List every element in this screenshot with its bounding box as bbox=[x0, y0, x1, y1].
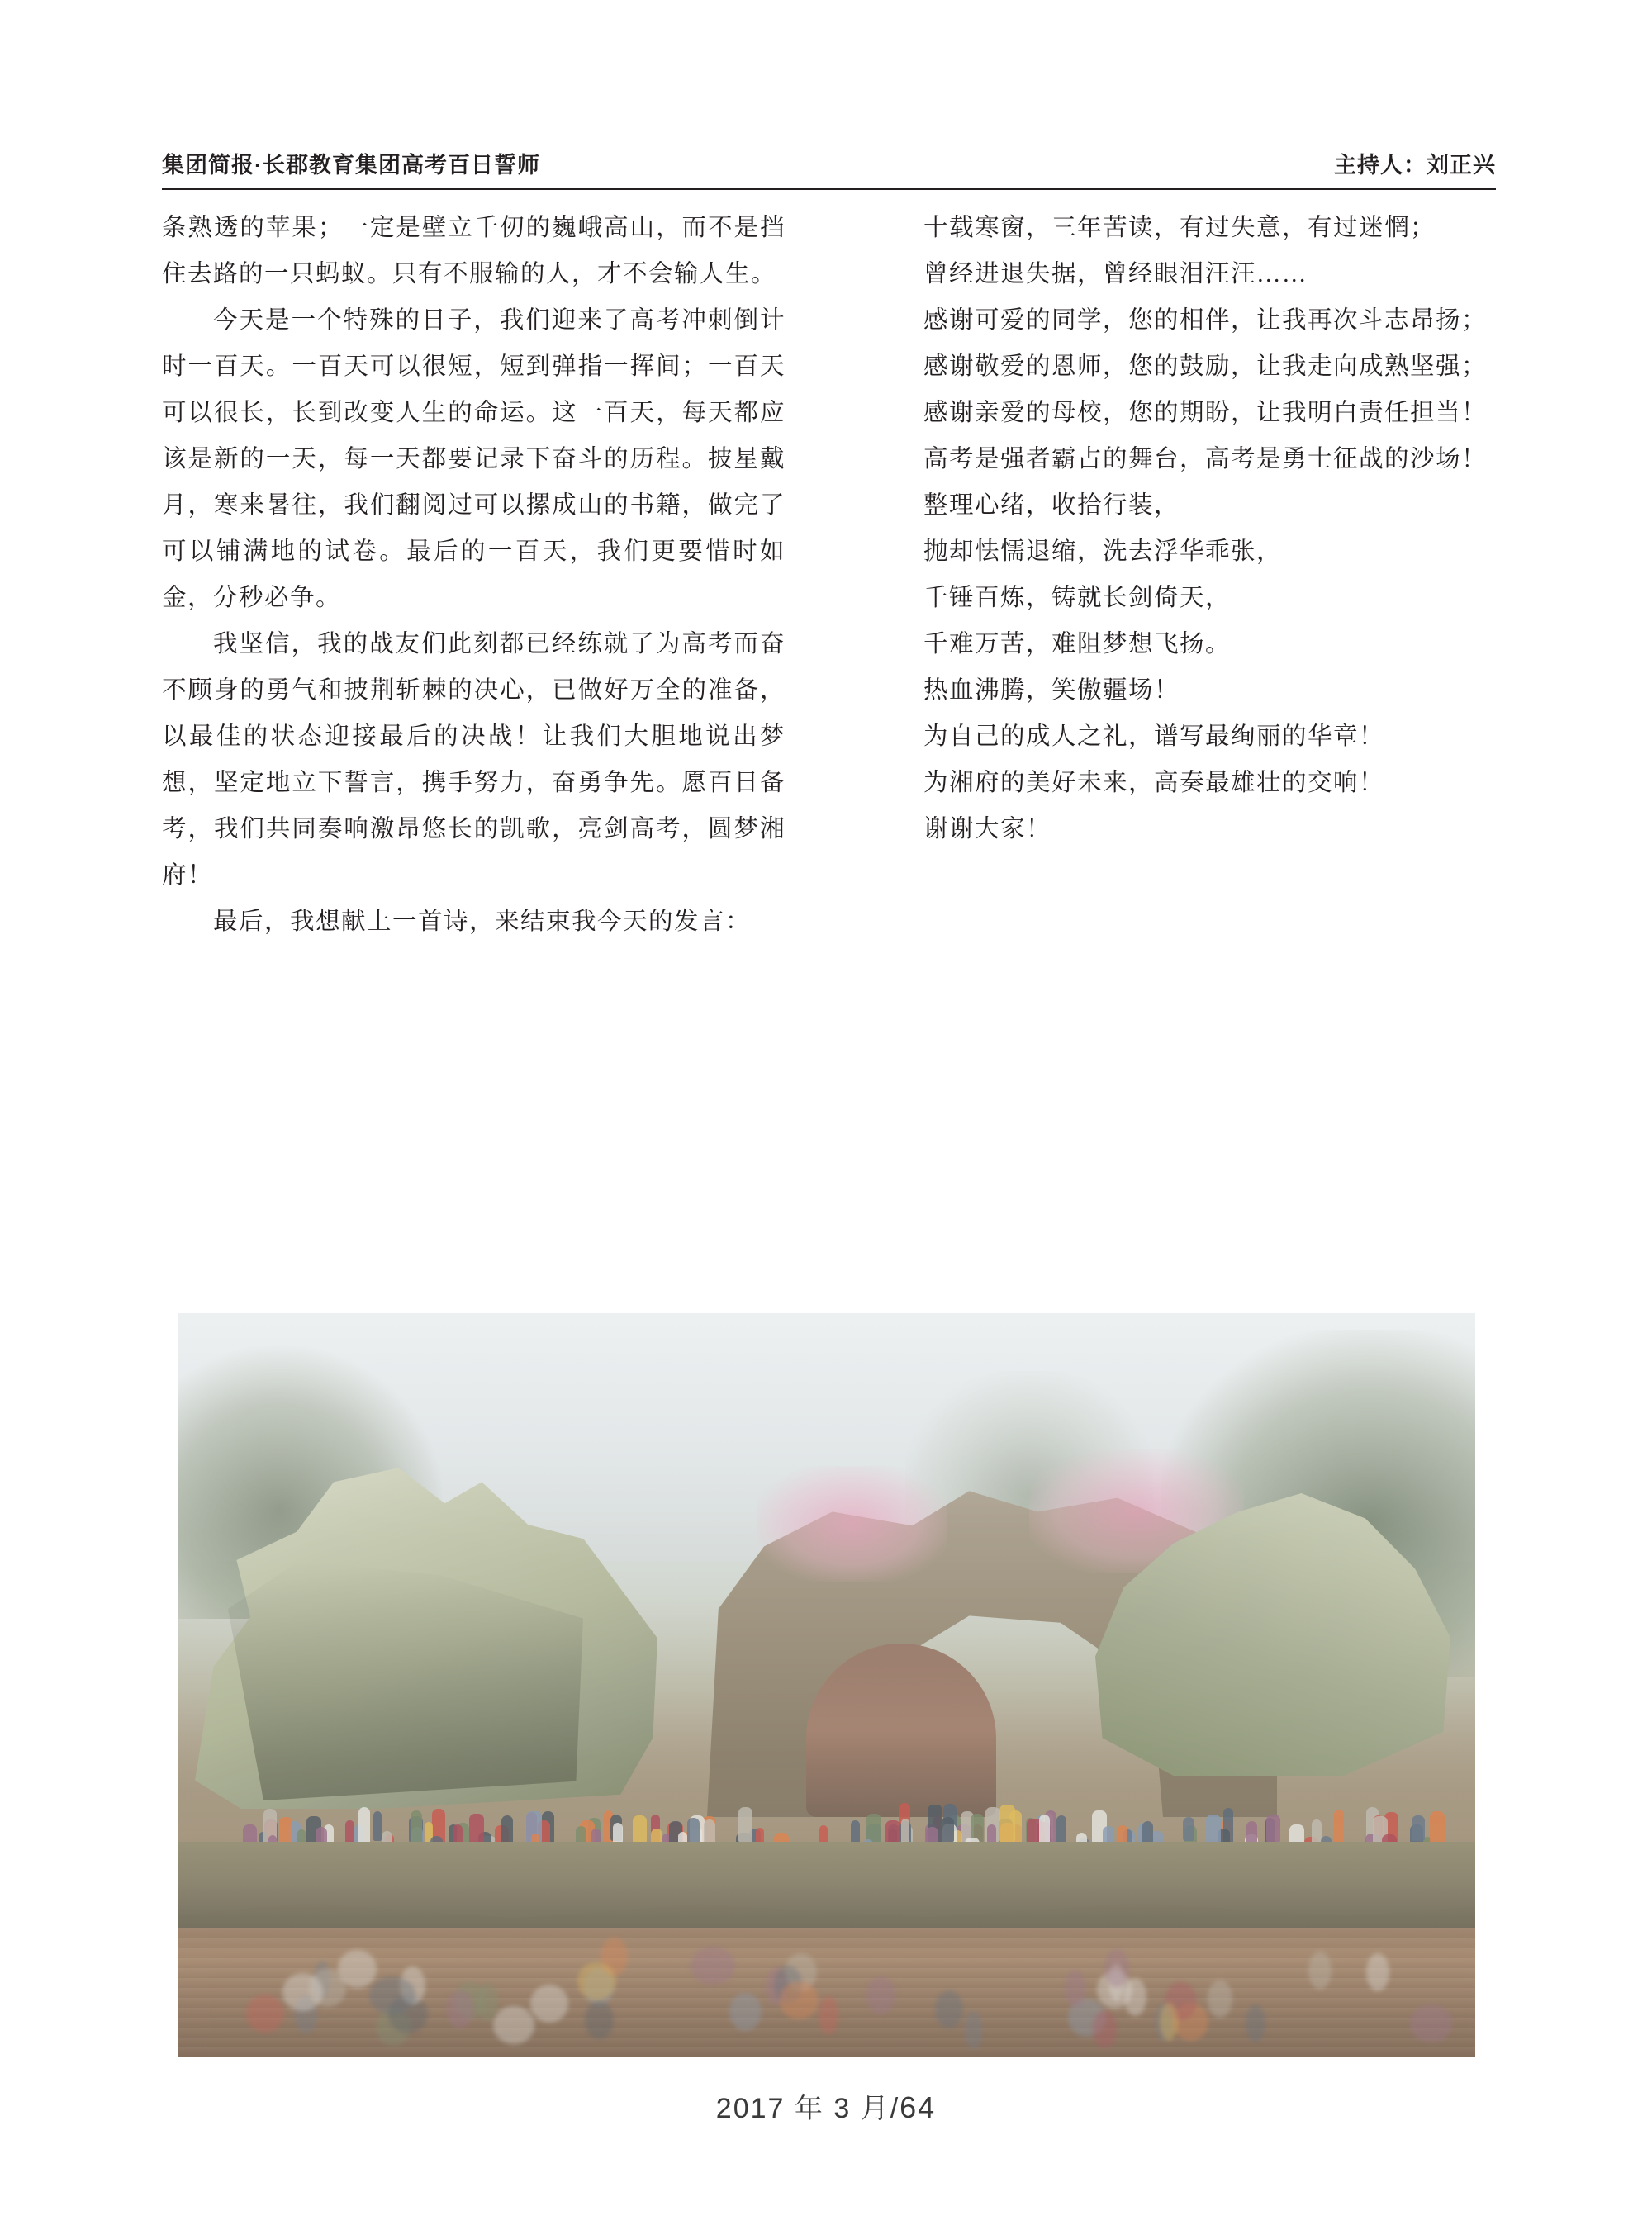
poem-line: 感谢可爱的同学，您的相伴，让我再次斗志昂扬； bbox=[923, 307, 1488, 334]
poem-line: 为自己的成人之礼，谱写最绚丽的华章！ bbox=[923, 723, 1385, 750]
footer-separator: / bbox=[890, 2093, 900, 2124]
page-header bbox=[162, 136, 1496, 179]
poem-line: 抛却怯懦退缩，洗去浮华乖张， bbox=[923, 538, 1283, 565]
article-columns bbox=[162, 205, 1496, 945]
poem-line: 热血沸腾，笑傲疆场！ bbox=[923, 677, 1180, 704]
column-left bbox=[162, 205, 786, 945]
poem-line: 千难万苦，难阻梦想飞扬。 bbox=[923, 631, 1232, 657]
paragraph: 我坚信，我的战友们此刻都已经练就了为高考而奋不顾身的勇气和披荆斩棘的决心，已做好万全的准备，以最佳的状态迎接最后的决战！让我们大胆地说出梦想，坚定地立下誓言，携手努力，奋勇争先。愿百日备考，我们共同奏响激昂悠长的凯歌，亮剑高考，圆梦湘府！ bbox=[162, 631, 786, 889]
poem-line: 十载寒窗，三年苦读，有过失意，有过迷惘； bbox=[923, 215, 1436, 241]
poem-line: 感谢亲爱的母校，您的期盼，让我明白责任担当！ bbox=[923, 400, 1488, 426]
page-footer bbox=[0, 2085, 1652, 2126]
header-title-right: 主持人：刘正兴 bbox=[1334, 153, 1496, 178]
poem-line: 谢谢大家！ bbox=[923, 816, 1052, 842]
photo-blossom-left bbox=[757, 1466, 947, 1582]
poem-line: 感谢敬爱的恩师，您的鼓励，让我走向成熟坚强； bbox=[923, 353, 1488, 380]
poem-line: 曾经进退失据，曾经眼泪汪汪…… bbox=[923, 261, 1308, 287]
photo-water-reflection bbox=[178, 1928, 1475, 2057]
footer-date: 2017 年 3 月 bbox=[715, 2093, 890, 2124]
poem-line: 整理心绪，收拾行装， bbox=[923, 492, 1180, 519]
header-divider bbox=[162, 188, 1496, 190]
column-right bbox=[872, 205, 1496, 945]
article-photo bbox=[178, 1313, 1475, 2057]
poem-line: 为湘府的美好未来，高奏最雄壮的交响！ bbox=[923, 770, 1385, 796]
photo-canvas bbox=[178, 1313, 1475, 2057]
paragraph: 条熟透的苹果；一定是壁立千仞的巍峨高山，而不是挡住去路的一只蚂蚁。只有不服输的人，才不会输人生。 bbox=[162, 215, 786, 287]
paragraph: 最后，我想献上一首诗，来结束我今天的发言： bbox=[213, 909, 752, 935]
poem-line: 高考是强者霸占的舞台，高考是勇士征战的沙场！ bbox=[923, 446, 1488, 472]
header-title-left: 集团简报·长郡教育集团高考百日誓师 bbox=[162, 153, 540, 178]
paragraph: 今天是一个特殊的日子，我们迎来了高考冲刺倒计时一百天。一百天可以很短，短到弹指一挥间；一百天可以很长，长到改变人生的命运。这一百天，每天都应该是新的一天，每一天都要记录下奋斗的历程。披星戴月，寒来暑往，我们翻阅过可以摞成山的书籍，做完了可以铺满地的试卷。最后的一百天，我们更要惜时如金，分秒必争。 bbox=[162, 307, 786, 611]
footer-page-number: 64 bbox=[900, 2090, 937, 2124]
poem-line: 千锤百炼，铸就长剑倚天， bbox=[923, 585, 1232, 611]
